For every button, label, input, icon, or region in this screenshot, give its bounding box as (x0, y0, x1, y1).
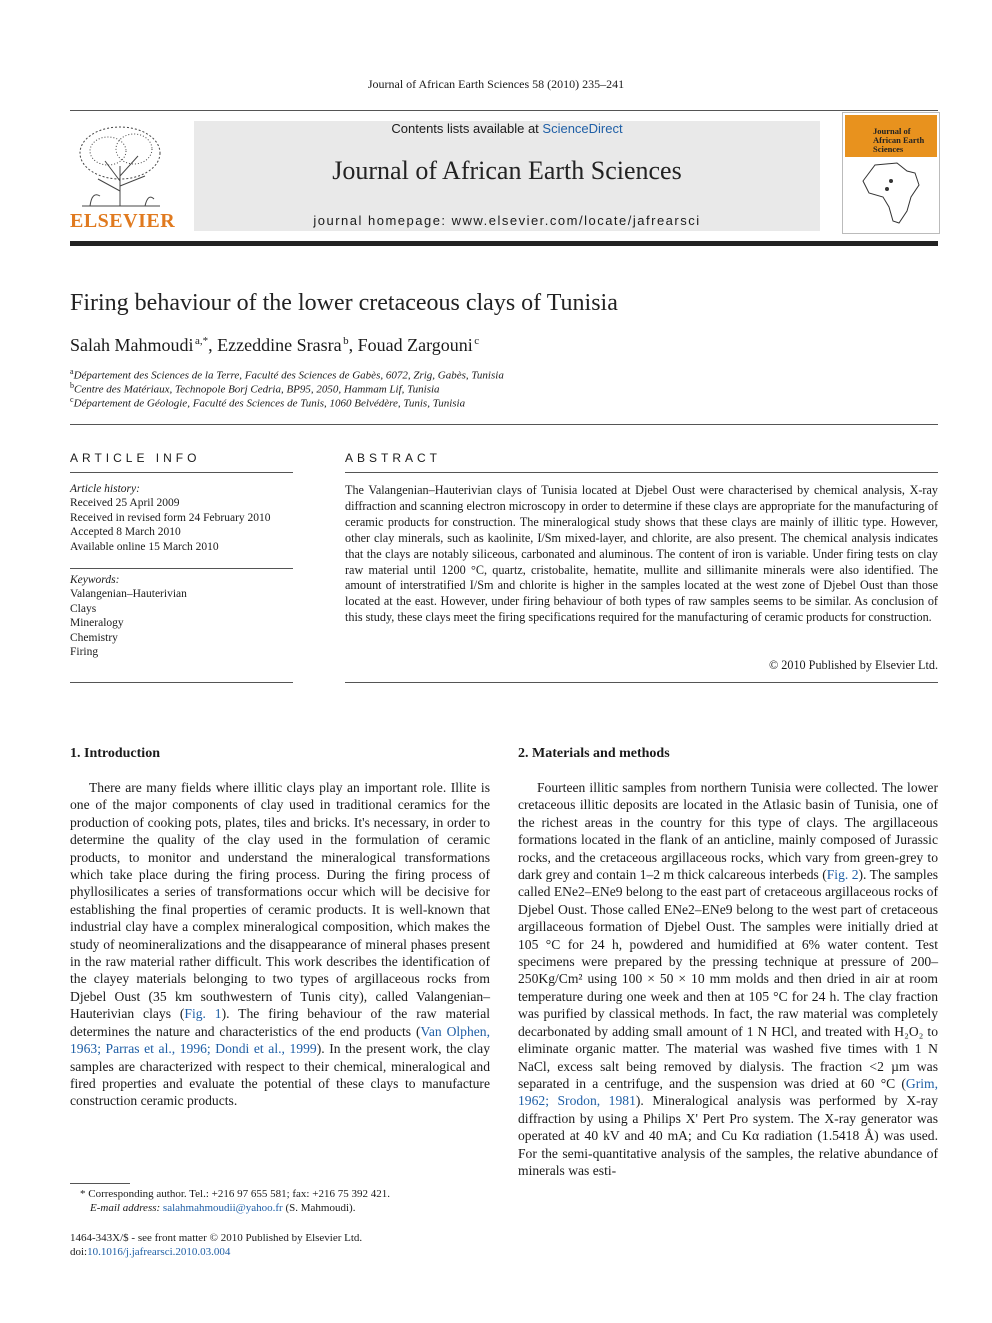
divider (70, 424, 938, 425)
doi-label: doi: (70, 1246, 88, 1258)
text-run: ). In the present work, the clay samples are characterized with respect to their chemical, mineralogical and fired properties and evaluate the potential of these clays to manufacture construction ceramic products. (70, 1041, 490, 1109)
email-link[interactable]: salahmahmoudii@yahoo.fr (162, 1202, 283, 1214)
keyword: Mineralogy (70, 617, 124, 630)
citation-link[interactable]: Van Olphen, 1963; Parras et al., 1996; Dondi et al., 1999 (70, 1023, 490, 1057)
cover-title: Journal of African Earth Sciences (873, 126, 925, 154)
doi-link[interactable]: 10.1016/j.jafrearsci.2010.03.004 (87, 1246, 231, 1258)
keywords (70, 573, 293, 659)
keywords-label: Keywords: (70, 574, 120, 586)
section-heading: 1. Introduction (70, 746, 160, 761)
journal-title: Journal of African Earth Sciences (332, 156, 682, 185)
text-run: ). Mineralogical analysis was performed by X-ray diffraction by using a Philips X' Pert Pro system. The X-ray generator was operated at 40 kV and 40 mA; and Cu Kα radiation (1.5418 Å) was used. For the semi-quantitative analysis of the samples, the relative abundance of minerals was esti- (518, 1093, 939, 1178)
divider (70, 472, 293, 473)
author-name[interactable]: Fouad Zargouni (357, 335, 473, 355)
footnote-line: * Corresponding author. Tel.: +216 97 655 581; fax: +216 75 392 421. (80, 1188, 390, 1200)
history-item: Available online 15 March 2010 (70, 540, 219, 553)
author-sup: b (343, 335, 349, 347)
affiliation (70, 381, 440, 396)
divider (70, 568, 293, 569)
affiliation-sup: a (70, 367, 74, 376)
article-history (70, 482, 293, 554)
paragraph (70, 779, 490, 1110)
abstract-text: The Valangenian–Hauterivian clays of Tunisia located at Djebel Oust were characterised by chemical analysis, X-ray diffraction and scanning electron microscopy in order to determine if these clays are appropriate for the manufacturing of ceramic products for construction. The mineralogical study shows that these clays are mainly of illitic type. However, other clay minerals, such as kaolinite, I/Sm mixed-layer, and chlorite, are also present. The chemical analysis indicates that the clays are notably siliceous, carbonated and aluminous. The content of iron is variable. Under firing tests on clay raw material until 1200 °C, quartz, cristobalite, hematite, mullite and sillimanite minerals were also identified. The amount of interstratified I/Sm and chlorite is higher in the samples located at the west zone of Djebel Oust than those located at the east. However, under firing behaviour of both types of raw samples seems to be similar. As conclusion of this study, these clays meet the firing specifications required for the manufacturing of ceramic products for construction. (345, 483, 938, 625)
africa-map-icon (857, 159, 925, 229)
affiliation-text: Centre des Matériaux, Technopole Borj Cedria, BP95, 2050, Hammam Lif, Tunisia (74, 383, 440, 396)
section-heading: 2. Materials and methods (518, 746, 670, 761)
contents-line (194, 121, 820, 136)
journal-cover[interactable] (842, 112, 940, 234)
intro-body (70, 779, 490, 1110)
methods-body (518, 779, 938, 1179)
history-item: Accepted 8 March 2010 (70, 526, 181, 539)
contents-prefix: Contents lists available at (391, 121, 543, 136)
doi-line (70, 1245, 490, 1259)
figure-link[interactable]: Fig. 2 (826, 867, 859, 883)
text-run: ). The firing behaviour of the raw material determines the nature and characteristics of the end products ( (70, 1006, 490, 1039)
divider (70, 682, 293, 683)
email-label: E-mail address: (90, 1202, 163, 1214)
author-name[interactable]: Ezzeddine Srasra (217, 335, 342, 355)
affiliation-text: Département de Géologie, Faculté des Sciences de Tunis, 1060 Belvédère, Tunis, Tunisia (73, 397, 466, 410)
keyword: Valangenian–Hauterivian (70, 588, 187, 601)
affiliation-text: Département des Sciences de la Terre, Faculté des Sciences de Gabès, 6072, Zrig, Gabès, Tunisia (73, 369, 504, 382)
affiliation (70, 367, 504, 382)
keyword: Firing (70, 646, 99, 659)
keyword: Clays (70, 602, 97, 615)
author-sup: c (474, 335, 480, 347)
divider (345, 472, 938, 473)
text-run: (S. Mahmoudi). (282, 1202, 356, 1214)
text-run: Fourteen illitic samples from northern Tunisia were collected. The lower cretaceous illitic deposits are located in the Atlasic basin of Tunisia, one of the richest areas in the country for this type of clays. The argillaceous formations located in the flank of an anticline, mainly composed of Jurassic rocks, and the cretaceous argillaceous rocks, which vary from green-grey to dark grey and contain 1–2 m thick calcareous interbeds ( (518, 780, 938, 883)
author-list: Salah Mahmoudi $^{a,*}$, Ezzeddine Srasra $^b$, Fouad Zargouni $^c$ (70, 335, 480, 355)
abstract-heading: ABSTRACT (345, 451, 442, 465)
author-name[interactable]: Salah Mahmoudi (70, 335, 194, 355)
figure-link[interactable]: Fig. 1 (184, 1006, 222, 1022)
divider (345, 682, 938, 683)
author-sup: a,* (195, 335, 209, 347)
history-item: Received in revised form 24 February 2010 (70, 511, 271, 524)
front-matter (70, 1231, 490, 1259)
footnote (70, 1187, 490, 1215)
sciencedirect-link[interactable]: ScienceDirect (542, 121, 623, 136)
affiliation (70, 395, 465, 410)
text-run: ). The samples called ENe2–ENe9 belong to the east part of cretaceous argillaceous rocks of Djebel Oust. Those called ENe2–ENe9 belong to the west part of cretaceous argillaceous formation of Djebel Oust. The samples were initially dried at 105 °C for 24 h, powdered and humidified at 6% water content. Test specimens were prepared by the pressing technique at pressure of 200–250Kg/Cm² using 100 × 50 × 10 mm molds and then dried in air at room temperature during one week and then at 105 °C for 24 h. The clay fraction was purified by classical methods. In fact, the raw material was completely decarbonated by adding small amount of 1 N HCl, and treated with H₂O₂ to eliminate organic matter. The material was washed five times with 1 N NaCl, excess salt being removed by dialysis. The fraction <2 µm was separated in a centrifuge, and the suspension was dried at 60 °C ( (518, 867, 939, 1091)
issn-line: 1464-343X/$ - see front matter © 2010 Published by Elsevier Ltd. (70, 1232, 363, 1244)
journal-homepage[interactable]: journal homepage: www.elsevier.com/locate/jafrearsci (313, 213, 701, 228)
footnote-rule (70, 1183, 130, 1184)
affiliation-sup: b (70, 381, 74, 390)
journal-reference: Journal of African Earth Sciences 58 (2010) 235–241 (367, 77, 625, 91)
article-title: Firing behaviour of the lower cretaceous clays of Tunisia (70, 290, 618, 316)
text-run: There are many fields where illitic clays play an important role. Illite is one of the major components of clay used in traditional ceramics for the production of cooking pots, plates, tiles and bricks. It's necessary, in order to determine the quality of the clay used in the formulation of ceramic products, to monitor and understand the mineralogical transformations which take place during the firing process. During the firing process of phyllosilicates a series of transformations occur which will be decisive for establishing the final properties of ceramic products. It is well-known that industrial clay have a complex mineralogical composition, which makes the study of neomineralizations and the disappearance of mineral phases present in the raw material rather difficult. This work describes the identification of the clayey materials belonging to two types of argillaceous rocks from Djebel Oust (35 km southwestern of Tunis city), called Valangenian–Hauterivian clays ( (70, 780, 490, 1022)
footnote-email-line (70, 1201, 490, 1215)
history-item: Received 25 April 2009 (70, 497, 180, 510)
history-label: Article history: (70, 483, 140, 495)
citation-link[interactable]: Grim, 1962; Srodon, 1981 (518, 1075, 938, 1109)
affiliation-sup: c (70, 395, 74, 404)
header-bottom-rule (70, 241, 938, 246)
keyword: Chemistry (70, 631, 118, 644)
publisher-logo[interactable]: ELSEVIER (70, 210, 176, 232)
header-top-rule (70, 110, 938, 111)
article-info-heading: ARTICLE INFO (70, 451, 201, 465)
paragraph (518, 779, 938, 1179)
copyright: © 2010 Published by Elsevier Ltd. (768, 658, 938, 672)
